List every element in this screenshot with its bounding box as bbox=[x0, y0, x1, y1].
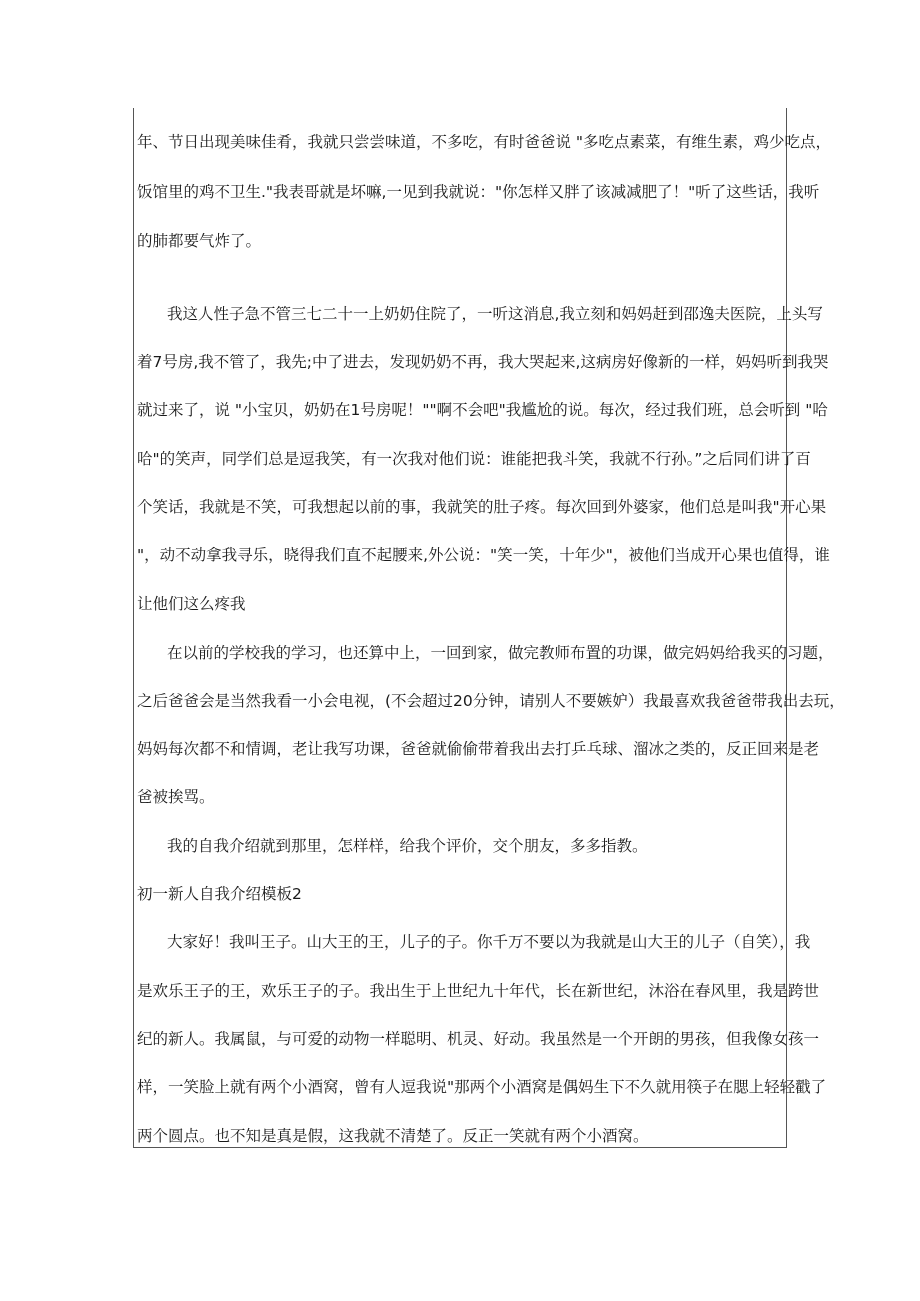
paragraph-1-line-3: 的肺都要气炸了。 bbox=[137, 232, 262, 250]
paragraph-5-line-1: 大家好！我叫王子。山大王的王，儿子的子。你千万不要以为我就是山大王的儿子（自笑），我 bbox=[167, 933, 811, 951]
paragraph-2-line-5: 个笑话，我就是不笑，可我想起以前的事，我就笑的肚子疼。每次回到外婆家，他们总是叫我"开心果 bbox=[137, 498, 827, 516]
paragraph-3-line-3: 妈妈每次都不和情调，老让我写功课，爸爸就偷偷带着我出去打乒乓球、溜冰之类的，反正回来是老 bbox=[137, 740, 820, 758]
paragraph-2-line-3: 就过来了，说 "小宝贝，奶奶在1号房呢！""啊不会吧"我尴尬的说。每次，经过我们班，总会听到 "哈 bbox=[137, 401, 828, 419]
paragraph-2-line-2: 着7号房,我不管了，我先;中了进去，发现奶奶不再，我大哭起来,这病房好像新的一样，妈妈听到我哭 bbox=[137, 353, 829, 371]
paragraph-2-line-1: 我这人性子急不管三七二十一上奶奶住院了，一听这消息,我立刻和妈妈赶到邵逸夫医院，上头写 bbox=[167, 305, 823, 323]
paragraph-5-line-2: 是欢乐王子的王，欢乐王子的子。我出生于上世纪九十年代，长在新世纪，沐浴在春风里，我是跨世 bbox=[137, 982, 820, 1000]
paragraph-5-line-3: 纪的新人。我属鼠，与可爱的动物一样聪明、机灵、好动。我虽然是一个开朗的男孩，但我像女孩一 bbox=[137, 1030, 820, 1048]
paragraph-1-line-2: 饭馆里的鸡不卫生."我表哥就是坏嘛,一见到我就说："你怎样又胖了该减减肥了！"听了这些话，我听 bbox=[137, 183, 820, 201]
paragraph-3-line-2: 之后爸爸会是当然我看一小会电视，(不会超过20分钟，请别人不要嫉妒）我最喜欢我爸爸带我出去玩， bbox=[137, 692, 845, 710]
paragraph-1-line-1: 年、节日出现美味佳肴，我就只尝尝味道，不多吃，有时爸爸说 "多吃点素菜，有维生素，鸡少吃点， bbox=[137, 133, 832, 151]
section-heading: 初一新人自我介绍模板2 bbox=[137, 885, 302, 903]
paragraph-3-line-1: 在以前的学校我的学习，也还算中上，一回到家，做完教师布置的功课，做完妈妈给我买的习题， bbox=[167, 644, 834, 662]
paragraph-5-line-4: 样，一笑脸上就有两个小酒窝，曾有人逗我说"那两个小酒窝是偶妈生下不久就用筷子在腮上轻轻戳了 bbox=[137, 1078, 827, 1096]
paragraph-2-line-6: "，动不动拿我寻乐，晓得我们直不起腰来,外公说："笑一笑，十年少"，被他们当成开心果也值得，谁 bbox=[137, 546, 830, 564]
paragraph-5-line-5: 两个圆点。也不知是真是假，这我就不清楚了。反正一笑就有两个小酒窝。 bbox=[137, 1127, 649, 1145]
paragraph-3-line-4: 爸被挨骂。 bbox=[137, 788, 215, 806]
paragraph-4-line-1: 我的自我介绍就到那里，怎样样，给我个评价，交个朋友，多多指教。 bbox=[167, 837, 648, 855]
paragraph-2-line-4: 哈"的笑声，同学们总是逗我笑，有一次我对他们说：谁能把我斗笑，我就不行孙。”之后同们讲了百 bbox=[137, 450, 811, 468]
paragraph-2-line-7: 让他们这么疼我 bbox=[137, 595, 246, 613]
